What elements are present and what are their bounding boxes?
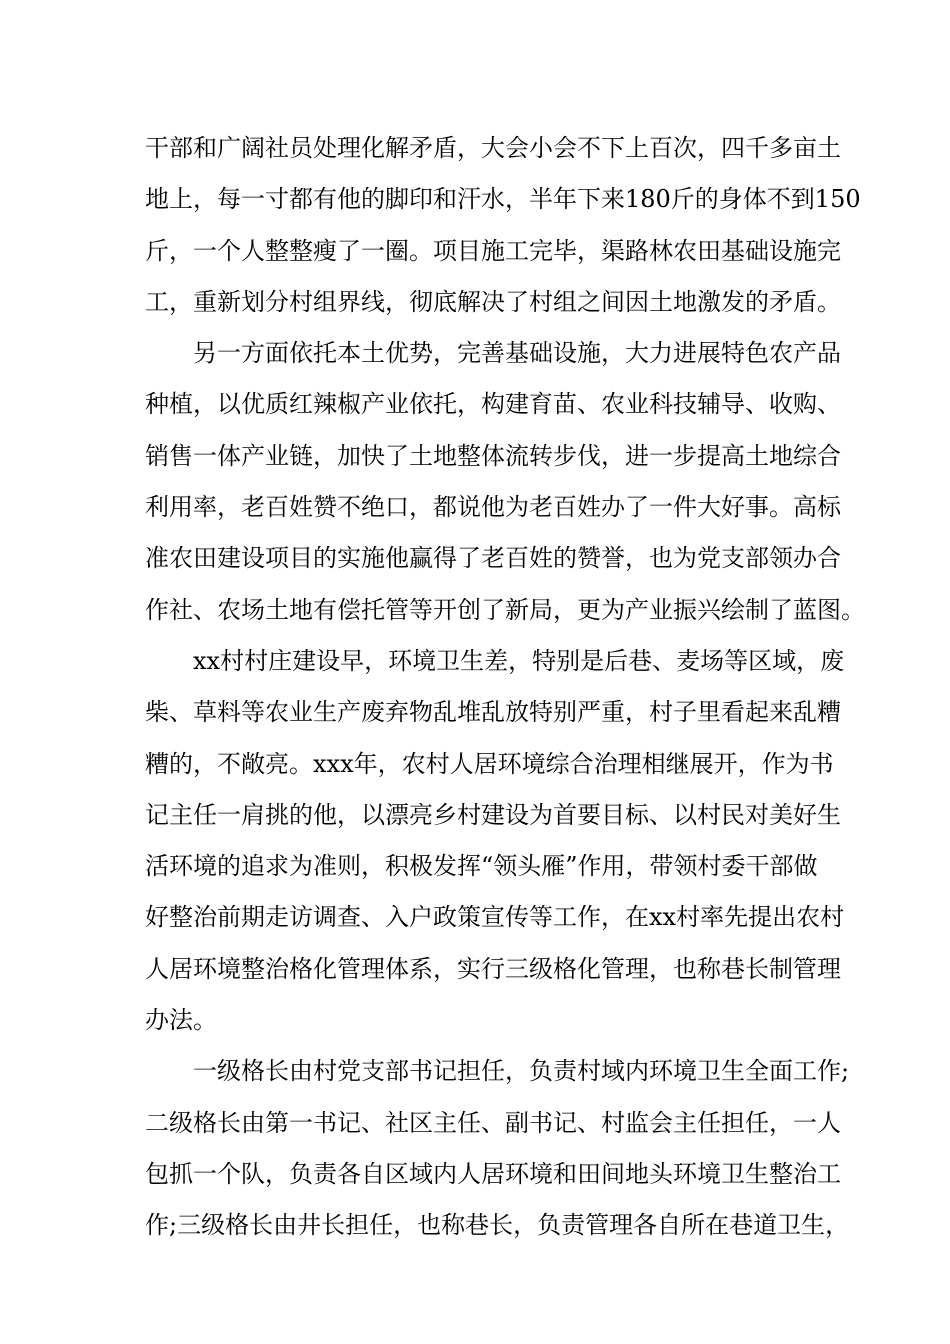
text-line: xx村村庄建设早，环境卫生差，特别是后巷、麦场等区域，废 xyxy=(193,646,845,675)
text-line: 包抓一个队，负责各自区域内人居环境和田间地头环境卫生整治工 xyxy=(145,1159,841,1188)
text-line: 柴、草料等农业生产废弃物乱堆乱放特别严重，村子里看起来乱糟 xyxy=(145,698,841,727)
text-line: 记主任一肩挑的他，以漂亮乡村建设为首要目标、以村民对美好生 xyxy=(145,800,841,829)
text-line: 斤，一个人整整瘦了一圈。项目施工完毕，渠路林农田基础设施完 xyxy=(145,236,841,265)
text-line: 一级格长由村党支部书记担任，负责村域内环境卫生全面工作; xyxy=(193,1057,850,1086)
text-line: 糟的，不敞亮。xxx年，农村人居环境综合治理相继展开，作为书 xyxy=(145,749,834,778)
text-line: 工，重新划分村组界线，彻底解决了村组之间因土地激发的矛盾。 xyxy=(145,287,841,316)
text-line: 办法。 xyxy=(145,1006,217,1035)
text-line: 准农田建设项目的实施他赢得了老百姓的赞誉，也为党支部领办合 xyxy=(145,544,841,573)
text-line: 干部和广阔社员处理化解矛盾，大会小会不下上百次，四千多亩土 xyxy=(145,134,841,162)
text-line: 地上，每一寸都有他的脚印和汗水，半年下来180斤的身体不到150 xyxy=(145,185,861,214)
text-line: 利用率，老百姓赞不绝口，都说他为老百姓办了一件大好事。高标 xyxy=(145,493,841,522)
text-line: 好整治前期走访调查、入户政策宣传等工作，在xx村率先提出农村 xyxy=(145,903,845,932)
text-line: 二级格长由第一书记、社区主任、副书记、村监会主任担任，一人 xyxy=(145,1108,841,1137)
text-line: 销售一体产业链，加快了土地整体流转步伐，进一步提高土地综合 xyxy=(145,441,841,470)
text-line: 作;三级格长由井长担任，也称巷长，负责管理各自所在巷道卫生， xyxy=(145,1211,850,1240)
text-line: 人居环境整治格化管理体系，实行三级格化管理，也称巷长制管理 xyxy=(145,954,841,983)
text-line: 另一方面依托本土优势，完善基础设施，大力进展特色农产品 xyxy=(193,339,841,368)
text-line: 活环境的追求为准则，积极发挥“领头雁”作用，带领村委干部做 xyxy=(145,852,818,881)
body-text xyxy=(145,123,865,1252)
text-line: 种植，以优质红辣椒产业依托，构建育苗、农业科技辅导、收购、 xyxy=(145,390,841,419)
text-line: 作社、农场土地有偿托管等开创了新局，更为产业振兴绘制了蓝图。 xyxy=(145,595,865,624)
